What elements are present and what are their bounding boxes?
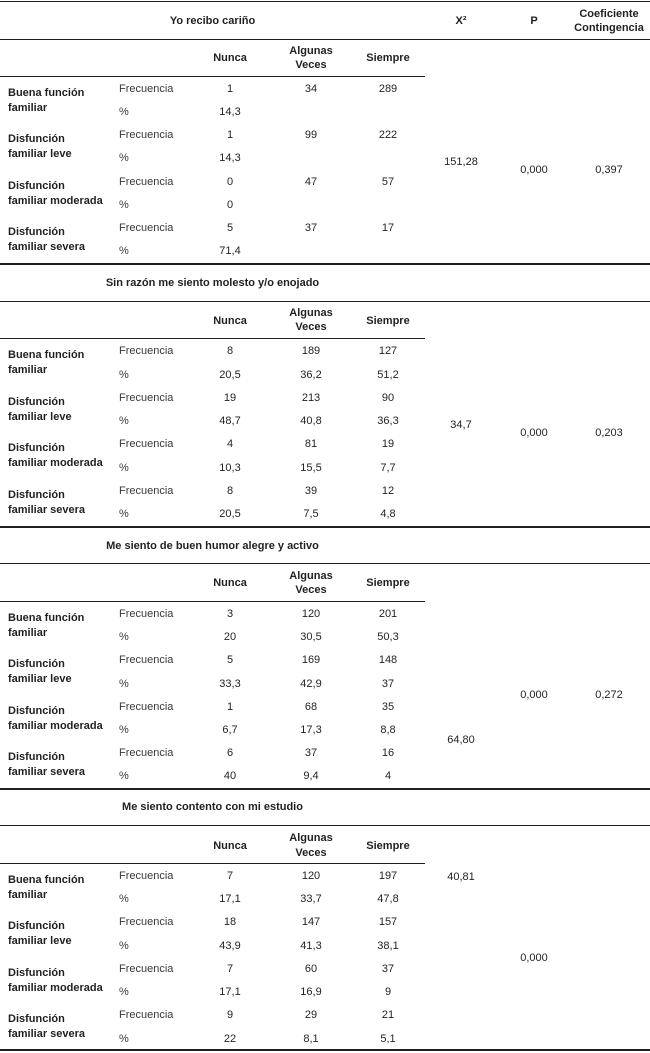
cell: 4: [384, 770, 392, 782]
cell: 33,3: [219, 678, 241, 690]
col-siempre: Siempre: [366, 315, 410, 327]
cell: 71,4: [219, 245, 241, 257]
sub-pct: %: [119, 152, 129, 164]
cell: 38,1: [377, 940, 399, 952]
cell: 20: [223, 631, 237, 643]
cell: 37: [381, 678, 395, 690]
cell: 5,1: [380, 1033, 396, 1045]
cell: 127: [378, 345, 398, 357]
cell: 289: [378, 83, 398, 95]
cell: 37: [304, 747, 318, 759]
p-value: 0,000: [520, 952, 548, 964]
sub-freq: Frecuencia: [119, 916, 174, 928]
section-title: Me siento contento con mi estudio: [122, 801, 303, 813]
sub-pct: %: [119, 770, 129, 782]
sub-pct: %: [119, 462, 129, 474]
section-rule: [0, 39, 650, 40]
sub-freq: Frecuencia: [119, 608, 174, 620]
cell: 16,9: [300, 986, 322, 998]
cell: 51,2: [377, 369, 399, 381]
col-nunca: Nunca: [213, 315, 247, 327]
sub-pct: %: [119, 415, 129, 427]
x2-value: 34,7: [450, 419, 472, 431]
col-siempre: Siempre: [366, 577, 410, 589]
col-algunas-line2: Veces: [295, 584, 327, 596]
table-bottom-rule: [0, 1049, 650, 1051]
cell: 120: [301, 608, 321, 620]
coef-value: 0,397: [595, 164, 623, 176]
cell: 17,1: [219, 986, 241, 998]
cell: 90: [381, 392, 395, 404]
p-value: 0,000: [520, 689, 548, 701]
cell: 148: [378, 654, 398, 666]
cell: 201: [378, 608, 398, 620]
sub-freq: Frecuencia: [119, 392, 174, 404]
cell: 147: [301, 916, 321, 928]
x2-value: 151,28: [444, 156, 478, 168]
cell: 0: [226, 176, 234, 188]
cell: 17,3: [300, 724, 322, 736]
x2-header: X²: [455, 15, 467, 27]
cell: 189: [301, 345, 321, 357]
cell: 0: [226, 199, 234, 211]
sub-freq: Frecuencia: [119, 485, 174, 497]
sub-freq: Frecuencia: [119, 963, 174, 975]
row-label-moderada: Disfunción familiar moderada: [8, 180, 103, 207]
cell: 21: [381, 1009, 395, 1021]
cell: 8,1: [303, 1033, 319, 1045]
cell: 7: [226, 870, 234, 882]
cell: 8: [226, 345, 234, 357]
cell: 5: [226, 222, 234, 234]
cell: 1: [226, 701, 234, 713]
row-label-leve: Disfunción familiar leve: [8, 133, 72, 160]
sub-pct: %: [119, 199, 129, 211]
col-siempre: Siempre: [366, 52, 410, 64]
cell: 20,5: [219, 369, 241, 381]
section-bottom-rule: [0, 526, 650, 528]
column-rule: [0, 601, 425, 602]
p-header: P: [530, 15, 538, 27]
cell: 5: [226, 654, 234, 666]
cell: 36,3: [377, 415, 399, 427]
cell: 10,3: [219, 462, 241, 474]
sub-freq: Frecuencia: [119, 747, 174, 759]
row-label-leve: Disfunción familiar leve: [8, 658, 72, 685]
sub-pct: %: [119, 508, 129, 520]
cell: 9,4: [303, 770, 319, 782]
cell: 42,9: [300, 678, 322, 690]
cell: 37: [304, 222, 318, 234]
sub-pct: %: [119, 724, 129, 736]
sub-freq: Frecuencia: [119, 176, 174, 188]
cell: 9: [384, 986, 392, 998]
cell: 7: [226, 963, 234, 975]
row-label-buena: Buena función familiar: [8, 87, 85, 114]
cell: 68: [304, 701, 318, 713]
col-algunas-line1: Algunas: [289, 570, 333, 582]
section-bottom-rule: [0, 263, 650, 265]
cell: 19: [223, 392, 237, 404]
cell: 57: [381, 176, 395, 188]
coef-value: 0,203: [595, 427, 623, 439]
sub-pct: %: [119, 631, 129, 643]
row-label-leve: Disfunción familiar leve: [8, 396, 72, 423]
column-rule: [0, 338, 425, 339]
cell: 34: [304, 83, 318, 95]
sub-pct: %: [119, 678, 129, 690]
cell: 6,7: [222, 724, 238, 736]
cell: 60: [304, 963, 318, 975]
cell: 35: [381, 701, 395, 713]
cell: 120: [301, 870, 321, 882]
section-title: Me siento de buen humor alegre y activo: [106, 540, 319, 552]
sub-pct: %: [119, 986, 129, 998]
cell: 4: [226, 438, 234, 450]
section-rule: [0, 563, 650, 564]
cell: 197: [378, 870, 398, 882]
col-algunas-line1: Algunas: [289, 832, 333, 844]
row-label-severa: Disfunción familiar severa: [8, 226, 86, 253]
cell: 8,8: [380, 724, 396, 736]
cell: 18: [223, 916, 237, 928]
cell: 43,9: [219, 940, 241, 952]
cell: 157: [378, 916, 398, 928]
coef-value: 0,272: [595, 689, 623, 701]
cell: 16: [381, 747, 395, 759]
cell: 222: [378, 129, 398, 141]
cell: 17,1: [219, 893, 241, 905]
section-title: Sin razón me siento molesto y/o enojado: [105, 277, 320, 289]
cell: 14,3: [219, 152, 241, 164]
sub-freq: Frecuencia: [119, 701, 174, 713]
sub-pct: %: [119, 245, 129, 257]
section-title: Yo recibo cariño: [169, 15, 256, 27]
sub-pct: %: [119, 106, 129, 118]
cell: 81: [304, 438, 318, 450]
cell: 37: [381, 963, 395, 975]
x2-value: 64,80: [447, 734, 475, 746]
cell: 29: [304, 1009, 318, 1021]
cell: 40: [223, 770, 237, 782]
cell: 6: [226, 747, 234, 759]
cell: 48,7: [219, 415, 241, 427]
row-label-leve: Disfunción familiar leve: [8, 920, 72, 947]
cell: 20,5: [219, 508, 241, 520]
sub-freq: Frecuencia: [119, 654, 174, 666]
cell: 9: [226, 1009, 234, 1021]
x2-value: 40,81: [447, 871, 475, 883]
cell: 30,5: [300, 631, 322, 643]
column-rule: [0, 76, 425, 77]
cell: 14,3: [219, 106, 241, 118]
col-algunas-line2: Veces: [295, 847, 327, 859]
cell: 169: [301, 654, 321, 666]
sub-freq: Frecuencia: [119, 83, 174, 95]
row-label-severa: Disfunción familiar severa: [8, 1013, 86, 1040]
section-rule: [0, 301, 650, 302]
cell: 99: [304, 129, 318, 141]
p-value: 0,000: [520, 164, 548, 176]
cell: 47: [304, 176, 318, 188]
p-value: 0,000: [520, 427, 548, 439]
row-label-severa: Disfunción familiar severa: [8, 751, 86, 778]
section-bottom-rule: [0, 788, 650, 790]
cell: 19: [381, 438, 395, 450]
cell: 213: [301, 392, 321, 404]
cell: 40,8: [300, 415, 322, 427]
col-nunca: Nunca: [213, 52, 247, 64]
col-algunas-line1: Algunas: [289, 307, 333, 319]
col-siempre: Siempre: [366, 840, 410, 852]
top-rule: [0, 1, 650, 2]
row-label-buena: Buena función familiar: [8, 874, 85, 901]
cell: 12: [381, 485, 395, 497]
cell: 47,8: [377, 893, 399, 905]
sub-freq: Frecuencia: [119, 438, 174, 450]
cell: 41,3: [300, 940, 322, 952]
cell: 1: [226, 83, 234, 95]
cell: 50,3: [377, 631, 399, 643]
col-algunas-line2: Veces: [295, 321, 327, 333]
row-label-moderada: Disfunción familiar moderada: [8, 967, 103, 994]
col-algunas-line1: Algunas: [289, 45, 333, 57]
cell: 36,2: [300, 369, 322, 381]
section-rule: [0, 825, 650, 826]
cell: 33,7: [300, 893, 322, 905]
sub-freq: Frecuencia: [119, 129, 174, 141]
cell: 17: [381, 222, 395, 234]
col-nunca: Nunca: [213, 577, 247, 589]
cell: 15,5: [300, 462, 322, 474]
row-label-severa: Disfunción familiar severa: [8, 489, 86, 516]
sub-pct: %: [119, 1033, 129, 1045]
sub-freq: Frecuencia: [119, 1009, 174, 1021]
sub-pct: %: [119, 940, 129, 952]
cell: 7,5: [303, 508, 319, 520]
sub-freq: Frecuencia: [119, 345, 174, 357]
row-label-buena: Buena función familiar: [8, 349, 85, 376]
sub-freq: Frecuencia: [119, 222, 174, 234]
column-rule: [0, 863, 425, 864]
sub-pct: %: [119, 893, 129, 905]
cell: 7,7: [380, 462, 396, 474]
sub-pct: %: [119, 369, 129, 381]
coef-header-line1: Coeficiente: [579, 8, 639, 20]
col-algunas-line2: Veces: [295, 59, 327, 71]
cell: 1: [226, 129, 234, 141]
col-nunca: Nunca: [213, 840, 247, 852]
cell: 39: [304, 485, 318, 497]
coef-header-line2: Contingencia: [574, 22, 644, 34]
row-label-buena: Buena función familiar: [8, 612, 85, 639]
sub-freq: Frecuencia: [119, 870, 174, 882]
cell: 3: [226, 608, 234, 620]
cell: 4,8: [380, 508, 396, 520]
row-label-moderada: Disfunción familiar moderada: [8, 705, 103, 732]
cell: 22: [223, 1033, 237, 1045]
cell: 8: [226, 485, 234, 497]
row-label-moderada: Disfunción familiar moderada: [8, 442, 103, 469]
